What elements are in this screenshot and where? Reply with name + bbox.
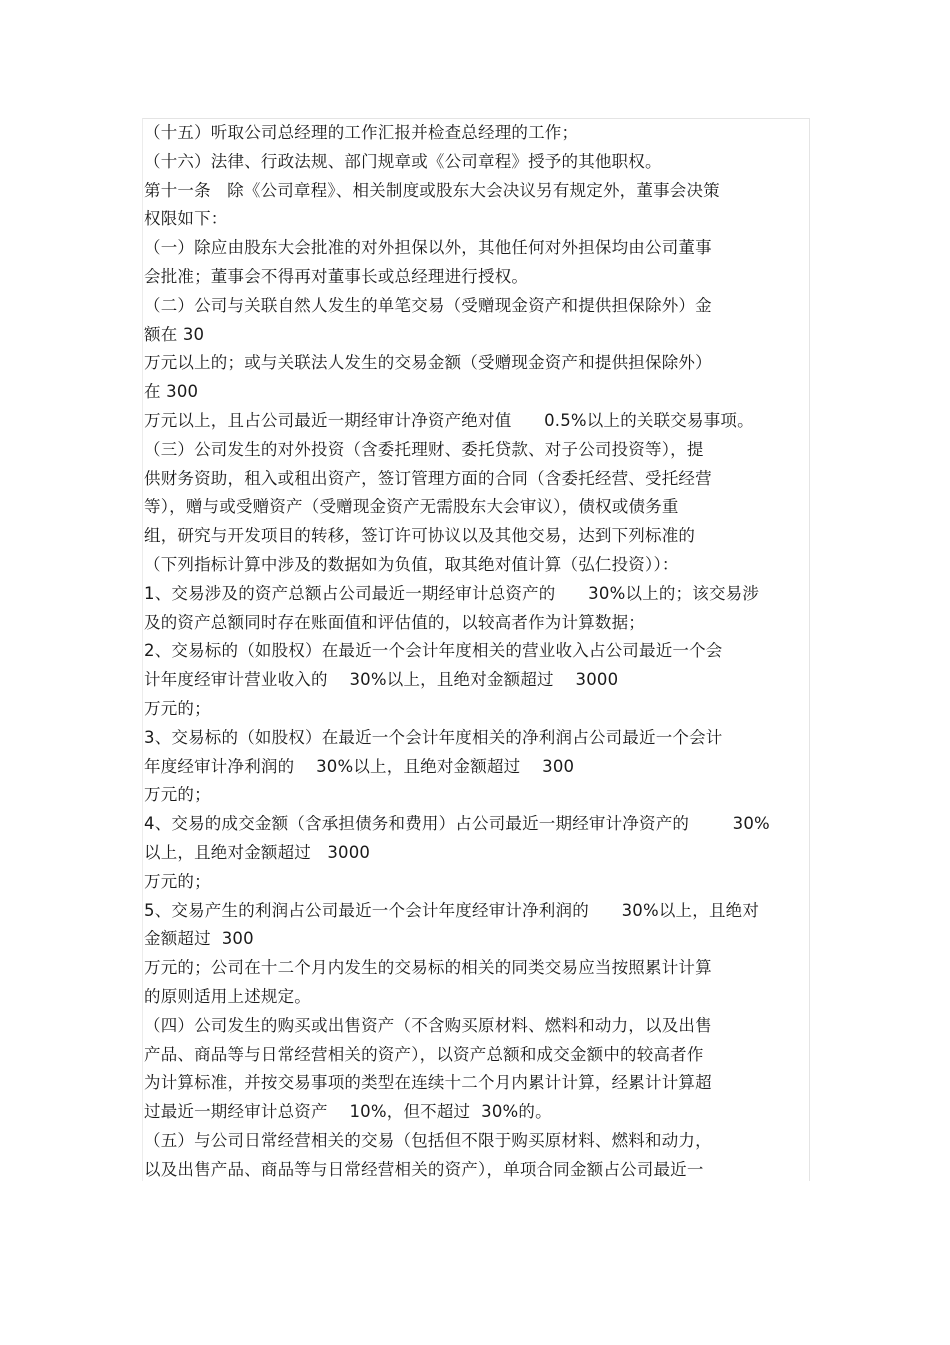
text-line: 5、交易产生的利润占公司最近一个会计年度经审计净利润的 30%以上，且绝对 [144, 901, 760, 920]
text-line: 过最近一期经审计总资产 10%，但不超过 30%的。 [144, 1102, 552, 1121]
text-line: （十六）法律、行政法规、部门规章或《公司章程》授予的其他职权。 [144, 152, 662, 171]
text-line: 万元以上的；或与关联法人发生的交易金额（受赠现金资产和提供担保除外） [144, 353, 712, 372]
text-line: 权限如下： [144, 209, 228, 228]
text-line: 第十一条 除《公司章程》、相关制度或股东大会决议另有规定外，董事会决策 [144, 181, 720, 200]
text-line: 会批准；董事会不得再对董事长或总经理进行授权。 [144, 267, 529, 286]
text-line: （二）公司与关联自然人发生的单笔交易（受赠现金资产和提供担保除外）金 [144, 296, 712, 315]
text-line: 1、交易涉及的资产总额占公司最近一期经审计总资产的 30%以上的；该交易涉 [144, 584, 760, 603]
text-line: （四）公司发生的购买或出售资产（不含购买原材料、燃料和动力，以及出售 [144, 1016, 712, 1035]
text-line: 产品、商品等与日常经营相关的资产），以资产总额和成交金额中的较高者作 [144, 1045, 704, 1064]
text-line: 以及出售产品、商品等与日常经营相关的资产），单项合同金额占公司最近一 [144, 1160, 704, 1179]
text-line: （十五）听取公司总经理的工作汇报并检查总经理的工作； [144, 123, 579, 142]
text-line: 的原则适用上述规定。 [144, 987, 311, 1006]
text-line: 4、交易的成交金额（含承担债务和费用）占公司最近一期经审计净资产的 30% [144, 814, 770, 833]
text-line: 金额超过 300 [144, 929, 254, 948]
text-line: 万元的； [144, 699, 211, 718]
text-line: （三）公司发生的对外投资（含委托理财、委托贷款、对子公司投资等），提 [144, 440, 704, 459]
text-line: 以上，且绝对金额超过 3000 [144, 843, 371, 862]
text-line: （下列指标计算中涉及的数据如为负值，取其绝对值计算（弘仁投资））： [144, 555, 679, 574]
text-line: 等），赠与或受赠资产（受赠现金资产无需股东大会审议），债权或债务重 [144, 497, 679, 516]
text-line: （一）除应由股东大会批准的对外担保以外，其他任何对外担保均由公司董事 [144, 238, 712, 257]
text-line: 万元的；公司在十二个月内发生的交易标的相关的同类交易应当按照累计计算 [144, 958, 712, 977]
text-line: 万元以上，且占公司最近一期经审计净资产绝对值 0.5%以上的关联交易事项。 [144, 411, 754, 430]
text-line: 2、交易标的（如股权）在最近一个会计年度相关的营业收入占公司最近一个会 [144, 641, 723, 660]
text-line: 万元的； [144, 872, 211, 891]
text-line: 年度经审计净利润的 30%以上，且绝对金额超过 300 [144, 757, 575, 776]
text-line: （五）与公司日常经营相关的交易（包括但不限于购买原材料、燃料和动力， [144, 1131, 712, 1150]
text-line: 在 300 [144, 382, 199, 401]
text-line: 3、交易标的（如股权）在最近一个会计年度相关的净利润占公司最近一个会计 [144, 728, 723, 747]
text-line: 及的资产总额同时存在账面值和评估值的，以较高者作为计算数据； [144, 613, 645, 632]
text-line: 额在 30 [144, 325, 205, 344]
text-line: 万元的； [144, 785, 211, 804]
text-line: 组，研究与开发项目的转移，签订许可协议以及其他交易，达到下列标准的 [144, 526, 696, 545]
text-line: 计年度经审计营业收入的 30%以上，且绝对金额超过 3000 [144, 670, 619, 689]
text-line: 为计算标准，并按交易事项的类型在连续十二个月内累计计算，经累计计算超 [144, 1073, 712, 1092]
text-line: 供财务资助，租入或租出资产，签订管理方面的合同（含委托经营、受托经营 [144, 469, 712, 488]
